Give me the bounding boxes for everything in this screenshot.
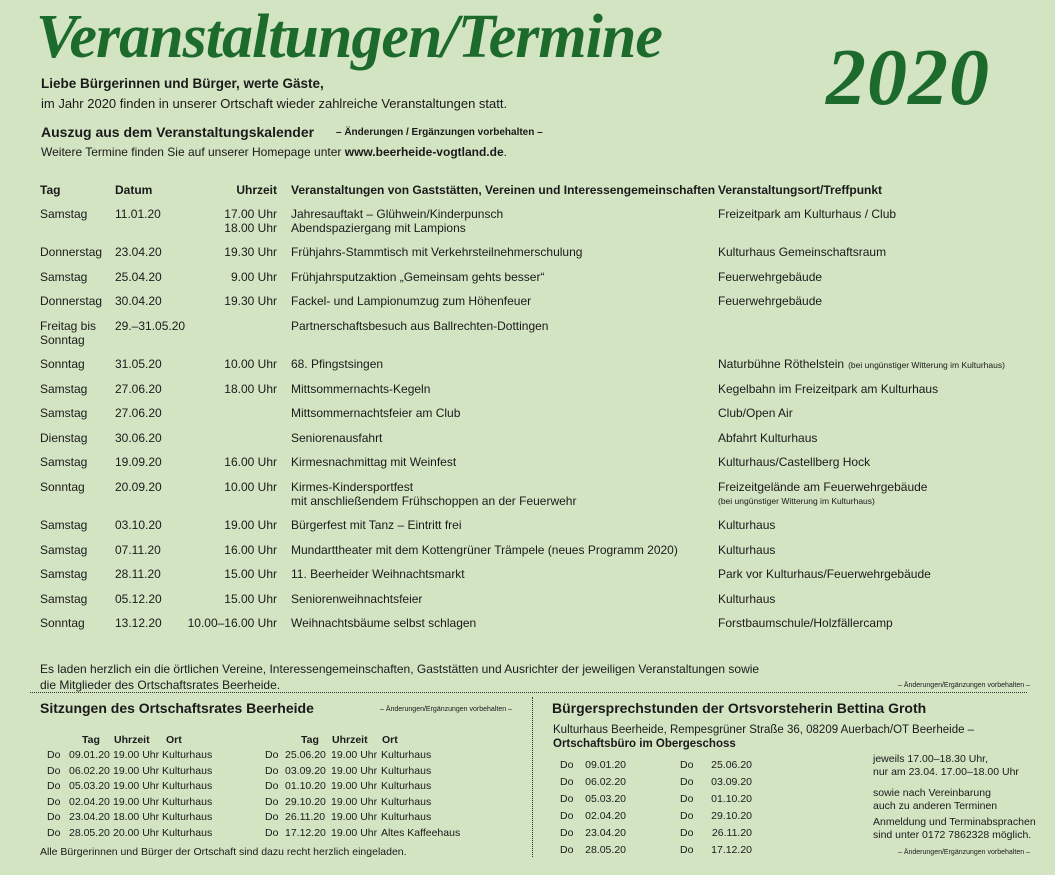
- event-title: Jahresauftakt – Glühwein/Kinderpunsch: [291, 207, 504, 221]
- sitzung-datum: 28.05.20: [69, 827, 110, 839]
- sitzung-datum: 03.09.20: [285, 765, 326, 777]
- sitzung-datum: 26.11.20: [285, 811, 326, 823]
- event-title: 11. Beerheider Weihnachtsmarkt: [291, 567, 465, 581]
- sprechstunde-day: Do: [560, 776, 574, 788]
- event-date: 05.12.20: [115, 592, 162, 606]
- sitzung-uhr: 19.00 Uhr: [331, 827, 378, 839]
- sprechstunde-date: 03.09.20: [711, 776, 752, 788]
- event-title: Weihnachtsbäume selbst schlagen: [291, 616, 477, 630]
- sitzung-uhr: 19.00 Uhr: [331, 780, 378, 792]
- sprechstunde-day: Do: [680, 810, 694, 822]
- event-day: Samstag: [40, 567, 88, 581]
- sitzung-uhr: 19.00 Uhr: [113, 749, 160, 761]
- event-location-text: Kulturhaus: [718, 518, 776, 532]
- sitzung-ort: Kulturhaus: [381, 811, 432, 823]
- sitzung-datum: 29.10.20: [285, 796, 326, 808]
- event-day: Samstag: [40, 406, 88, 420]
- sitzung-datum: 05.03.20: [69, 780, 110, 792]
- extract-title: Auszug aus dem Veranstaltungskalender: [41, 124, 315, 140]
- event-day: Samstag: [40, 455, 88, 469]
- event-location: [718, 567, 931, 581]
- event-time: 15.00 Uhr: [224, 592, 277, 606]
- sitzung-d: Do: [47, 765, 61, 777]
- sprechstunde-date: 01.10.20: [711, 793, 752, 805]
- sprechstunde-date: 23.04.20: [585, 827, 626, 839]
- event-title: Mittsommernachtsfeier am Club: [291, 406, 461, 420]
- col-header-tag: Tag: [40, 183, 61, 197]
- event-date: 27.06.20: [115, 382, 162, 396]
- sprechstunde-date: 17.12.20: [711, 844, 752, 856]
- event-location-text: Forstbaumschule/Holzfällercamp: [718, 616, 893, 630]
- sprechstunde-day: Do: [680, 793, 694, 805]
- event-location: [718, 480, 927, 494]
- sitzung-datum: 06.02.20: [69, 765, 110, 777]
- event-location: [718, 207, 896, 221]
- sitzungen-header-uhrzeit-right: Uhrzeit: [332, 734, 368, 746]
- sitzung-d: Do: [265, 749, 279, 761]
- col-header-datum: Datum: [115, 183, 153, 197]
- homepage-line: [41, 145, 507, 159]
- event-location: [718, 455, 870, 469]
- sprechstunde-day: Do: [680, 844, 694, 856]
- sitzung-uhr: 19.00 Uhr: [331, 811, 378, 823]
- event-time: 16.00 Uhr: [224, 543, 277, 557]
- sitzung-datum: 25.06.20: [285, 749, 326, 761]
- event-location: [718, 406, 793, 420]
- sitzungen-footer: Alle Bürgerinnen und Bürger der Ortschaft sind dazu recht herzlich eingeladen.: [40, 846, 407, 858]
- sprechstunde-date: 28.05.20: [585, 844, 626, 856]
- event-time: 10.00 Uhr: [224, 480, 277, 494]
- sprechstunde-date: 02.04.20: [585, 810, 626, 822]
- sitzung-uhr: 19.00 Uhr: [331, 796, 378, 808]
- sitzung-ort: Kulturhaus: [381, 765, 432, 777]
- event-day: Sonntag: [40, 357, 85, 371]
- event-title: Partnerschaftsbesuch aus Ballrechten-Dottingen: [291, 319, 549, 333]
- sprechstunden-note: – Änderungen/Ergänzungen vorbehalten –: [898, 849, 1030, 856]
- greeting: Liebe Bürgerinnen und Bürger, werte Gäste,: [41, 76, 324, 91]
- event-location-text: Park vor Kulturhaus/Feuerwehrgebäude: [718, 567, 931, 581]
- event-location: [718, 616, 893, 630]
- event-location-text: Freizeitgelände am Feuerwehrgebäude: [718, 480, 928, 494]
- sitzung-uhr: 20.00 Uhr: [113, 827, 160, 839]
- sitzung-uhr: 19.00 Uhr: [113, 765, 160, 777]
- event-date: 29.–31.05.20: [115, 319, 186, 333]
- event-title: Mundarttheater mit dem Kottengrüner Trämpele (neues Programm 2020): [291, 543, 678, 557]
- event-title: Frühjahrs-Stammtisch mit Verkehrsteilnehmerschulung: [291, 245, 583, 259]
- col-header-ort: Veranstaltungsort/Treffpunkt: [718, 183, 883, 197]
- sprechstunde-date: 09.01.20: [585, 759, 626, 771]
- sprechstunden-info-2: nur am 23.04. 17.00–18.00 Uhr: [873, 766, 1019, 778]
- sitzung-d: Do: [47, 811, 61, 823]
- sitzung-uhr: 19.00 Uhr: [113, 796, 160, 808]
- event-location-text: Naturbühne Röthelstein: [718, 357, 845, 371]
- event-title-2: Abendspaziergang mit Lampions: [291, 221, 466, 235]
- sprechstunde-day: Do: [680, 759, 694, 771]
- sprechstunden-title: Bürgersprechstunden der Ortsvorsteherin Bettina Groth: [552, 700, 927, 716]
- event-day: Dienstag: [40, 431, 88, 445]
- intro-text: im Jahr 2020 finden in unserer Ortschaft wieder zahlreiche Veranstaltungen statt.: [41, 96, 508, 111]
- sitzung-ort: Kulturhaus: [381, 796, 432, 808]
- page-title: Veranstaltungen/Termine: [36, 3, 662, 71]
- sprechstunde-day: Do: [560, 827, 574, 839]
- event-time: 18.00 Uhr: [224, 382, 277, 396]
- sprechstunde-day: Do: [680, 827, 694, 839]
- event-date: 19.09.20: [115, 455, 162, 469]
- event-date: 23.04.20: [115, 245, 162, 259]
- event-location: [718, 270, 822, 284]
- event-location: [718, 357, 1005, 372]
- sprechstunde-day: Do: [560, 759, 574, 771]
- event-day: Donnerstag: [40, 294, 103, 308]
- event-location: [718, 543, 775, 557]
- event-location-note: (bei ungünstiger Witterung im Kulturhaus): [718, 496, 875, 506]
- event-date: 28.11.20: [115, 567, 161, 581]
- event-day: Samstag: [40, 543, 88, 557]
- sitzung-uhr: 19.00 Uhr: [113, 780, 160, 792]
- sitzung-ort: Kulturhaus: [162, 749, 213, 761]
- event-time: 19.30 Uhr: [224, 294, 277, 308]
- event-time: 16.00 Uhr: [224, 455, 277, 469]
- event-title: Kirmes-Kindersportfest: [291, 480, 414, 494]
- event-day: Samstag: [40, 592, 88, 606]
- event-day: Samstag: [40, 207, 88, 221]
- sitzung-ort: Kulturhaus: [381, 749, 432, 761]
- sitzung-ort: Kulturhaus: [162, 765, 213, 777]
- sitzung-d: Do: [265, 765, 279, 777]
- event-day: Samstag: [40, 270, 88, 284]
- event-title: Seniorenweihnachtsfeier: [291, 592, 423, 606]
- event-title: Bürgerfest mit Tanz – Eintritt frei: [291, 518, 462, 532]
- event-date: 11.01.20: [115, 207, 161, 221]
- sitzungen-header-ort-left: Ort: [166, 734, 182, 746]
- event-title: Seniorenausfahrt: [291, 431, 383, 445]
- sitzung-ort: Kulturhaus: [162, 827, 213, 839]
- sitzung-datum: 01.10.20: [285, 780, 326, 792]
- event-location-text: Kegelbahn im Freizeitpark am Kulturhaus: [718, 382, 939, 396]
- event-day: Sonntag: [40, 480, 85, 494]
- sitzung-ort: Kulturhaus: [381, 780, 432, 792]
- sitzung-datum: 09.01.20: [69, 749, 110, 761]
- year-label: 2020: [826, 34, 990, 122]
- sitzung-datum: 17.12.20: [285, 827, 326, 839]
- event-location-text: Kulturhaus: [718, 543, 776, 557]
- homepage-end: .: [503, 145, 507, 159]
- sprechstunden-info-4: auch zu anderen Terminen: [873, 800, 998, 812]
- event-location: [718, 245, 886, 259]
- column-divider: [532, 697, 533, 857]
- event-location-text: Club/Open Air: [718, 406, 793, 420]
- event-date: 25.04.20: [115, 270, 162, 284]
- event-day-2: Sonntag: [40, 333, 85, 347]
- sitzung-ort: Kulturhaus: [162, 780, 213, 792]
- event-title-2: mit anschließendem Frühschoppen an der Feuerwehr: [291, 494, 577, 508]
- event-location: [718, 431, 817, 445]
- event-date: 13.12.20: [115, 616, 162, 630]
- sitzungen-header-tag-left: Tag: [82, 734, 100, 746]
- sitzung-datum: 23.04.20: [69, 811, 110, 823]
- event-location-text: Kulturhaus Gemeinschaftsraum: [718, 245, 887, 259]
- sprechstunden-info-6: sind unter 0172 7862328 möglich.: [873, 829, 1032, 841]
- sprechstunde-date: 29.10.20: [711, 810, 752, 822]
- extract-note: – Änderungen / Ergänzungen vorbehalten –: [336, 127, 543, 138]
- sitzung-d: Do: [265, 827, 279, 839]
- sprechstunden-info-1: jeweils 17.00–18.30 Uhr,: [873, 753, 988, 765]
- sprechstunde-date: 26.11.20: [711, 827, 752, 839]
- event-date: 20.09.20: [115, 480, 162, 494]
- sitzung-d: Do: [47, 780, 61, 792]
- sprechstunden-address: Kulturhaus Beerheide, Rempesgrüner Straße 36, 08209 Auerbach/OT Beerheide –: [553, 724, 975, 736]
- sprechstunde-date: 05.03.20: [585, 793, 626, 805]
- event-location: [718, 382, 938, 396]
- event-time-2: 18.00 Uhr: [224, 221, 277, 235]
- sitzung-ort: Altes Kaffeehaus: [381, 827, 461, 839]
- sitzungen-header-ort-right: Ort: [382, 734, 398, 746]
- sitzung-datum: 02.04.20: [69, 796, 110, 808]
- sprechstunde-day: Do: [560, 793, 574, 805]
- event-day: Samstag: [40, 518, 88, 532]
- event-day: Freitag bis: [40, 319, 97, 333]
- invitation-text: [40, 661, 759, 693]
- sprechstunden-info-3: sowie nach Vereinbarung: [873, 787, 991, 799]
- sprechstunde-day: Do: [560, 810, 574, 822]
- sitzungen-header-uhrzeit-left: Uhrzeit: [114, 734, 150, 746]
- event-location-text: Kulturhaus/Castellberg Hock: [718, 455, 871, 469]
- invitation-note: – Änderungen/Ergänzungen vorbehalten –: [898, 682, 1030, 689]
- col-header-uhrzeit: Uhrzeit: [236, 183, 277, 197]
- homepage-link[interactable]: www.beerheide-vogtland.de: [344, 145, 504, 159]
- event-time: 9.00 Uhr: [230, 270, 277, 284]
- event-title: Fackel- und Lampionumzug zum Höhenfeuer: [291, 294, 532, 308]
- sitzung-ort: Kulturhaus: [162, 811, 213, 823]
- event-location-text: Kulturhaus: [718, 592, 776, 606]
- sitzung-d: Do: [47, 749, 61, 761]
- event-time: 10.00 Uhr: [224, 357, 277, 371]
- event-day: Samstag: [40, 382, 88, 396]
- event-day: Sonntag: [40, 616, 85, 630]
- event-location: [718, 592, 775, 606]
- sitzungen-title: Sitzungen des Ortschaftsrates Beerheide: [40, 700, 314, 716]
- section-divider: [30, 692, 1027, 693]
- sprechstunden-office: Ortschaftsbüro im Obergeschoss: [553, 738, 736, 750]
- sitzung-d: Do: [47, 796, 61, 808]
- event-title: Frühjahrsputzaktion „Gemeinsam gehts besser“: [291, 270, 545, 284]
- sprechstunde-day: Do: [560, 844, 574, 856]
- event-time: 10.00–16.00 Uhr: [187, 616, 277, 630]
- sitzungen-header-tag-right: Tag: [301, 734, 319, 746]
- event-title: 68. Pfingstsingen: [291, 357, 384, 371]
- event-time: 15.00 Uhr: [224, 567, 277, 581]
- event-date: 27.06.20: [115, 406, 162, 420]
- event-day: Donnerstag: [40, 245, 103, 259]
- sprechstunden-info-5: Anmeldung und Terminabsprachen: [873, 816, 1036, 828]
- sitzung-ort: Kulturhaus: [162, 796, 213, 808]
- event-date: 07.11.20: [115, 543, 161, 557]
- event-time: 19.00 Uhr: [224, 518, 277, 532]
- event-date: 30.06.20: [115, 431, 162, 445]
- sitzung-uhr: 19.00 Uhr: [331, 765, 378, 777]
- event-location-text: Feuerwehrgebäude: [718, 270, 823, 284]
- sitzung-d: Do: [265, 780, 279, 792]
- event-location: [718, 518, 775, 532]
- event-title: Mittsommernachts-Kegeln: [291, 382, 431, 396]
- event-date: 03.10.20: [115, 518, 162, 532]
- sitzung-d: Do: [265, 796, 279, 808]
- sitzung-d: Do: [47, 827, 61, 839]
- col-header-veranstaltung: Veranstaltungen von Gaststätten, Vereinen und Interessengemeinschaften: [291, 183, 716, 197]
- event-date: 31.05.20: [115, 357, 162, 371]
- event-time: 17.00 Uhr: [224, 207, 277, 221]
- sitzung-uhr: 19.00 Uhr: [331, 749, 378, 761]
- invitation-line-2: die Mitglieder des Ortschaftsrates Beerheide.: [40, 678, 281, 692]
- homepage-text: Weitere Termine finden Sie auf unserer Homepage unter: [41, 145, 345, 159]
- event-time: 19.30 Uhr: [224, 245, 277, 259]
- event-date: 30.04.20: [115, 294, 162, 308]
- event-title: Kirmesnachmittag mit Weinfest: [291, 455, 457, 469]
- sitzung-uhr: 18.00 Uhr: [113, 811, 160, 823]
- sitzung-d: Do: [265, 811, 279, 823]
- sprechstunde-date: 06.02.20: [585, 776, 626, 788]
- sprechstunde-date: 25.06.20: [711, 759, 752, 771]
- event-location-text: Feuerwehrgebäude: [718, 294, 823, 308]
- sitzungen-note: – Änderungen/Ergänzungen vorbehalten –: [380, 706, 512, 713]
- event-location: [718, 294, 822, 308]
- event-location-note: (bei ungünstiger Witterung im Kulturhaus): [848, 360, 1005, 370]
- event-location-text: Freizeitpark am Kulturhaus / Club: [718, 207, 897, 221]
- event-location-text: Abfahrt Kulturhaus: [718, 431, 818, 445]
- invitation-line-1: Es laden herzlich ein die örtlichen Vereine, Interessengemeinschaften, Gaststätten und Ausrichter der jeweiligen Veranstaltungen sowie: [40, 662, 760, 676]
- sprechstunde-day: Do: [680, 776, 694, 788]
